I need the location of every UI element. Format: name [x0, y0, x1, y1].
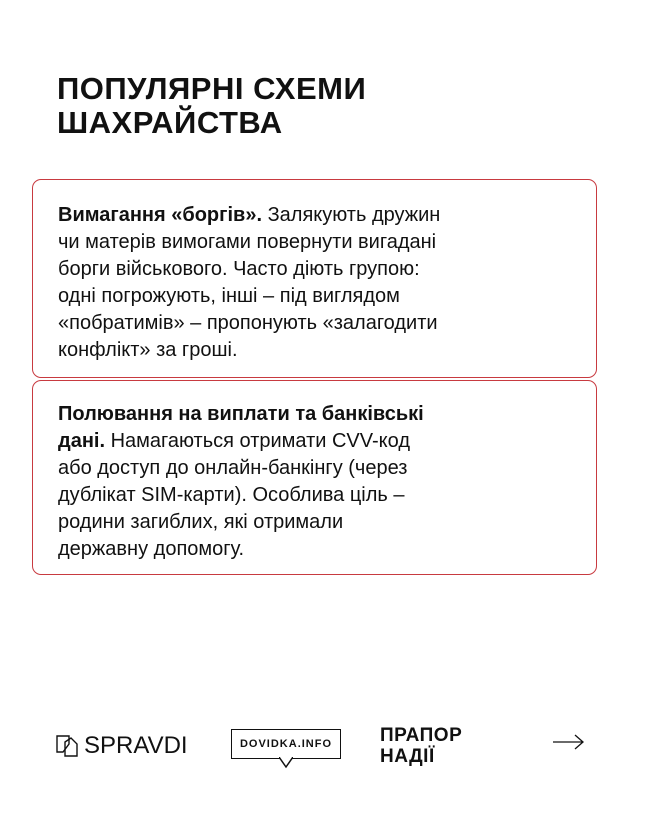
card-text: Залякують дружин — [262, 204, 441, 226]
card-line — [58, 482, 572, 509]
card-line — [58, 337, 572, 364]
card-line — [58, 536, 572, 563]
card-text: або доступ до онлайн-банкінгу (через — [58, 457, 408, 479]
card-heading: Полювання на виплати та банківські — [58, 403, 424, 425]
spravdi-logo-icon — [56, 734, 78, 758]
title-line: ПОПУЛЯРНІ СХЕМИ — [57, 71, 367, 106]
prapor-line: НАДІЇ — [380, 746, 435, 767]
title-line: ШАХРАЙСТВА — [57, 105, 283, 140]
card-text: чи матерів вимогами повернути вигадані — [58, 231, 437, 253]
card-line — [58, 428, 572, 455]
card-line — [58, 202, 572, 229]
card-text: державну допомогу. — [58, 538, 245, 560]
arrow-right-icon[interactable] — [553, 734, 585, 750]
card-line — [58, 229, 572, 256]
spravdi-logo — [56, 732, 188, 760]
card-text: «побратимів» – пропонують «залагодити — [58, 312, 438, 334]
card-line — [58, 401, 572, 428]
spravdi-text: SPRAVDI — [84, 732, 188, 759]
scheme-card-payments — [32, 380, 597, 575]
footer-logos — [0, 725, 650, 775]
page-title — [57, 72, 366, 140]
card-line — [58, 283, 572, 310]
card-text: дублікат SIM-карти). Особлива ціль – — [58, 484, 405, 506]
prapor-line: ПРАПОР — [380, 725, 463, 746]
scheme-card-debts — [32, 179, 597, 378]
card-line — [58, 455, 572, 482]
card-text: Намагаються отримати CVV-код — [105, 430, 410, 452]
card-line — [58, 310, 572, 337]
dovidka-logo — [231, 729, 341, 759]
dovidka-text: DOVIDKA.INFO — [239, 738, 333, 750]
card-text: родини загиблих, які отримали — [58, 511, 344, 533]
card-heading: Вимагання «боргів». — [58, 204, 263, 226]
speech-tail-icon — [279, 757, 293, 769]
card-text: борги військового. Часто діють групою: — [58, 258, 420, 280]
card-heading: дані. — [58, 430, 106, 452]
card-text: одні погрожують, інші – під виглядом — [58, 285, 400, 307]
prapor-nadii-logo — [380, 725, 462, 767]
card-line — [58, 256, 572, 283]
card-text: конфлікт» за гроші. — [58, 339, 238, 361]
card-line — [58, 509, 572, 536]
